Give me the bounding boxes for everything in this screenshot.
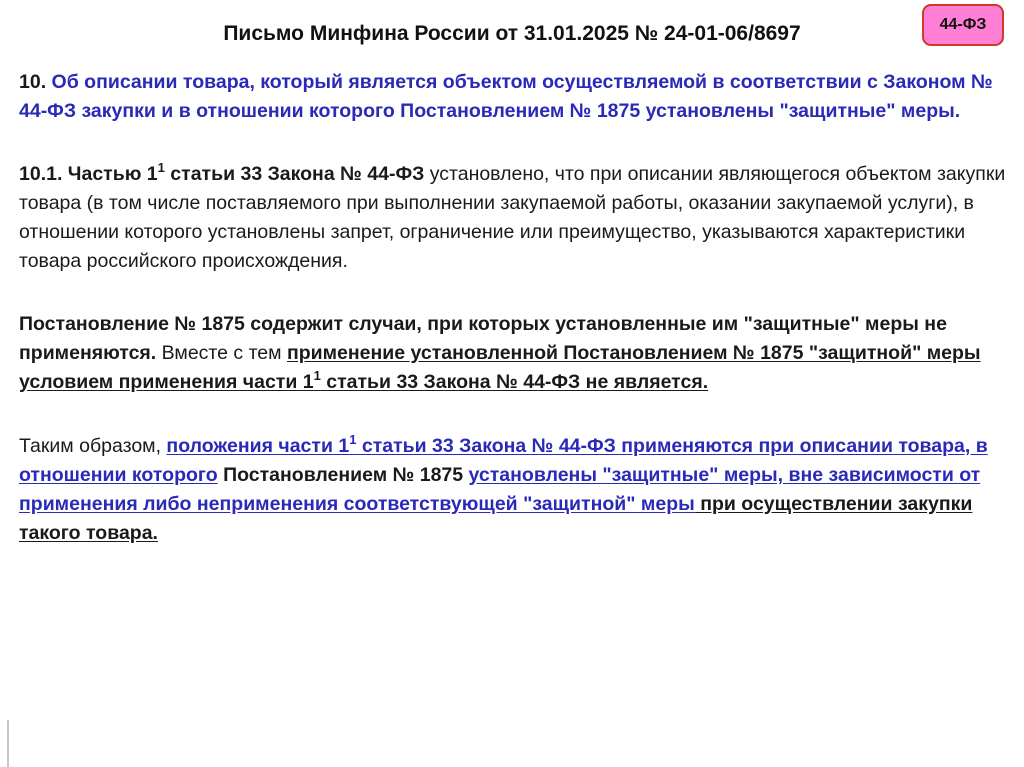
paragraph-exceptions — [19, 310, 1009, 397]
conclusion-plain: Таким образом, — [19, 435, 167, 457]
slide-title: Письмо Минфина России от 31.01.2025 № 24-01-06/8697 — [223, 22, 801, 45]
superscript: 1 — [313, 367, 321, 383]
slide-border-line — [7, 720, 9, 767]
section-10 — [19, 68, 1009, 126]
section-10-heading: Об описании товара, который является объектом осуществляемой в соответствии с Законом № 44-ФЗ закупки и в отношении которого Постановлением № 1875 установлены "защитные" меры. — [19, 71, 993, 122]
conclusion-link-c[interactable]: установлены "защитные" меры, вне зависимости от применения либо неприменения соответствующей "защитной" меры — [19, 464, 981, 515]
conclusion-dark: Постановлением № 1875 — [217, 464, 469, 486]
law-badge: 44-ФЗ — [922, 4, 1004, 46]
exceptions-plain: Вместе с тем — [156, 342, 287, 364]
section-10-number: 10. — [19, 71, 52, 93]
conclusion-link-a[interactable]: положения части $1^1$ статьи 33 Закона № 44-ФЗ применяются при описании товара, в отношении которого — [19, 431, 988, 486]
paragraph-conclusion — [19, 432, 1009, 548]
section-10-1 — [19, 160, 1009, 276]
superscript: 1 — [157, 159, 165, 175]
section-10-1-lead: 10.1. Частью $1^1$ статьи 33 Закона № 44-ФЗ — [19, 159, 425, 185]
superscript: 1 — [349, 431, 357, 447]
section-10-1-text: установлено, что при описании являющегося объектом закупки товара (в том числе поставляемого при выполнении закупаемой работы, оказании закупаемой услуги), в отношении которого установлены запрет, ограничение или преимущество, указываются характеристики товара российского происхождения. — [19, 163, 1006, 272]
exceptions-underlined: применение установленной Постановлением № 1875 "защитной" меры условием применения части $1^1$ статьи 33 Закона № 44-ФЗ не является. — [19, 342, 981, 393]
conclusion-tail: при осуществлении закупки такого товара. — [19, 493, 973, 544]
exceptions-bold: Постановление № 1875 содержит случаи, при которых установленные им "защитные" меры не применяются. — [19, 313, 947, 364]
slide-content — [19, 68, 1009, 548]
